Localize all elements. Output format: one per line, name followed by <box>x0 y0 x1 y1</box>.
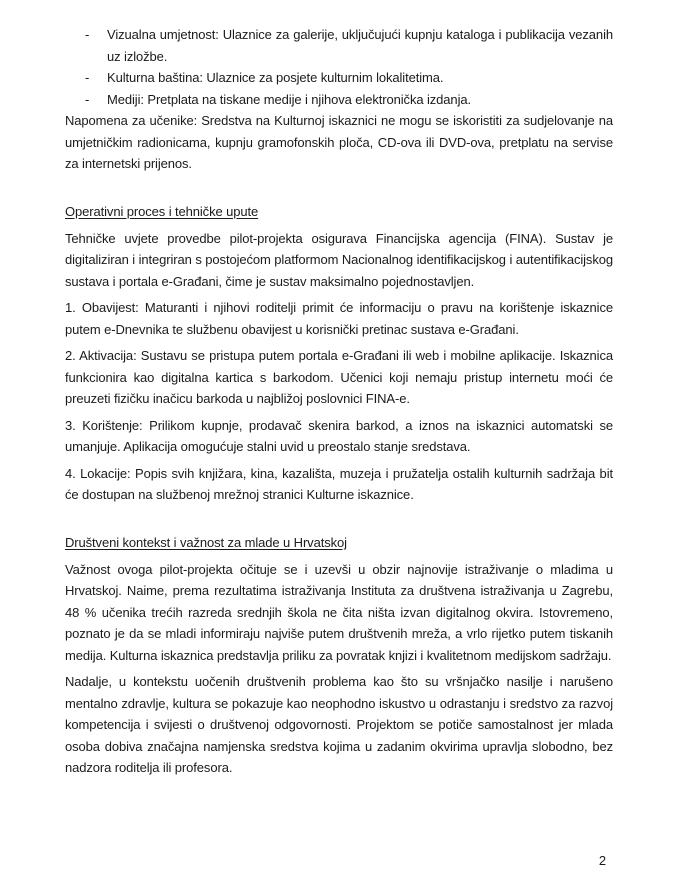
list-item <box>65 24 613 67</box>
step-paragraph-1: 1. Obavijest: Maturanti i njihovi roditelji primit će informaciju o pravu na korištenje iskaznice putem e-Dnevnika te službenu obavijest u korisnički pretinac sustava e-Građani. <box>65 300 613 337</box>
bullet-dash: - <box>85 27 90 42</box>
bullet-text: Mediji: Pretplata na tiskane medije i njihova elektronička izdanja. <box>107 91 471 107</box>
section-heading-operations: Operativni proces i tehničke upute <box>65 204 259 219</box>
section-heading-social: Društveni kontekst i važnost za mlade u Hrvatskoj <box>65 535 347 550</box>
list-item <box>65 67 613 89</box>
bullet-text: Vizualna umjetnost: Ulaznice za galerije, uključujući kupnju kataloga i publikacija vezanih uz izložbe. <box>107 27 613 64</box>
social-paragraph-1: Važnost ovoga pilot-projekta očituje se i uzevši u obzir najnovije istraživanje o mladima u Hrvatskoj. Naime, prema rezultatima istraživanja Instituta za društvena istraživanja u Zagrebu, 48 % učenika trećih razreda srednjih škola ne čita ništa izvan digitalnog okvira. Istovremeno, poznato je da se mladi informiraju najviše putem društvenih mreža, a vrlo rijetko putem tiskanih medija. Kulturna iskaznica predstavlja priliku za povratak knjizi i kvalitetnom medijskom sadržaju. <box>65 561 613 663</box>
note-paragraph: Napomena za učenike: Sredstva na Kulturnoj iskaznici ne mogu se iskoristiti za sudjelovanje na umjetničkim radionicama, kupnju gramofonskih ploča, CD-ova ili DVD-ova, pretplatu na servise za internetski prijenos. <box>65 113 613 171</box>
page-number: 2 <box>598 853 606 868</box>
social-paragraph-2: Nadalje, u kontekstu uočenih društvenih problema kao što su vršnjačko nasilje i narušeno mentalno zdravlje, kultura se pokazuje kao neophodno iskustvo u odrastanju i sredstvo za razvoj kompetencija i svijesti o društvenoj odgovornosti. Projektom se potiče samostalnost jer mlada osoba dobiva značajna namjenska sredstva kojima u zadanim okvirima upravlja slobodno, bez nadzora roditelja ili profesora. <box>65 674 613 775</box>
list-item <box>65 89 613 111</box>
bullet-dash: - <box>85 91 90 107</box>
bullet-list <box>65 24 613 110</box>
document-content <box>65 24 613 784</box>
bullet-text: Kulturna baština: Ulaznice za posjete kulturnim lokalitetima. <box>107 70 444 85</box>
step-paragraph-4: 4. Lokacije: Popis svih knjižara, kina, kazališta, muzeja i pružatelja ostalih kulturnih sadržaja bit će dostupan na službenoj mrežnoj stranici Kulturne iskaznice. <box>65 465 613 502</box>
step-paragraph-3: 3. Korištenje: Prilikom kupnje, prodavač skenira barkod, a iznos na iskaznici automatski se umanjuje. Aplikacija omogućuje stalni uvid u preostalo stanje sredstava. <box>65 417 613 454</box>
operations-intro-paragraph: Tehničke uvjete provedbe pilot-projekta osigurava Financijska agencija (FINA). Sustav je digitaliziran i integriran s postojećom platformom Nacionalnog identifikacijskog i autentifikacijskog sustava i portala e-Građani, čime je sustav maksimalno pojednostavljen. <box>65 230 613 289</box>
step-paragraph-2: 2. Aktivacija: Sustavu se pristupa putem portala e-Građani ili web i mobilne aplikacije. Iskaznica funkcionira kao digitalna kartica s barkodom. Učenici koji nemaju pristup internetu moći će preuzeti fizičku inačicu barkoda u najbližoj poslovnici FINA-e. <box>65 348 613 406</box>
bullet-dash: - <box>85 70 90 85</box>
